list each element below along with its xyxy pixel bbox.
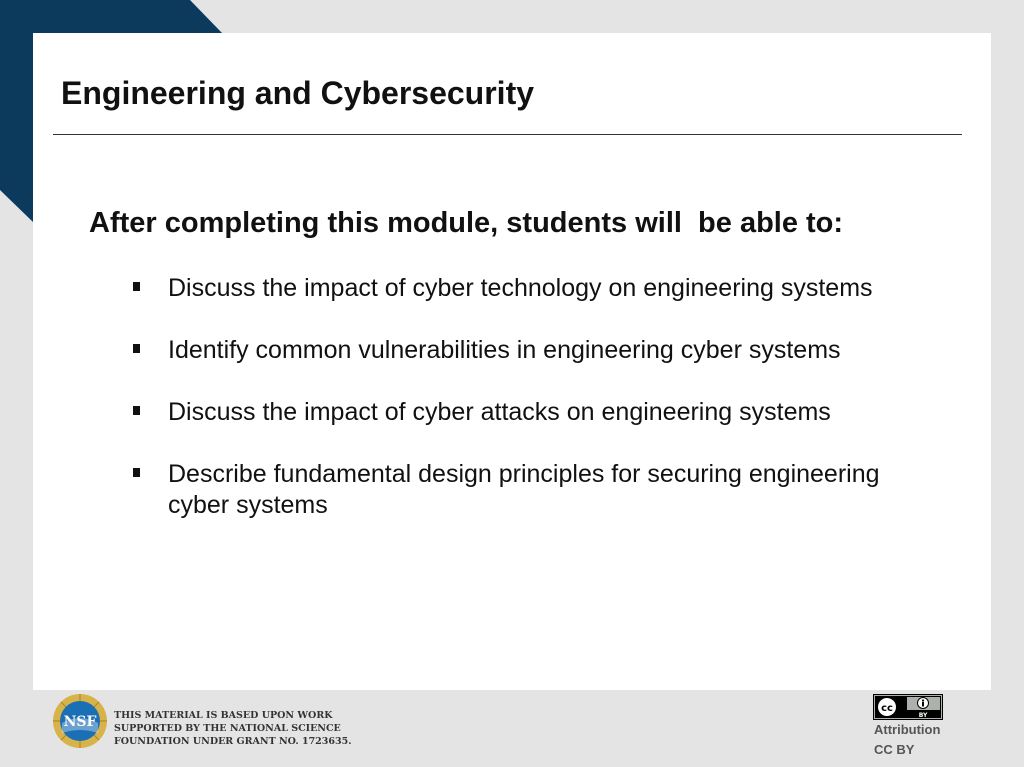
- objective-item: [133, 397, 933, 428]
- objectives-list: [133, 273, 933, 552]
- license-short-name: CC BY: [874, 742, 915, 757]
- nsf-notice-line: THIS MATERIAL IS BASED UPON WORK: [114, 710, 333, 721]
- nsf-logo-icon: [52, 693, 108, 749]
- square-bullet-icon: [133, 406, 140, 415]
- objective-item: [133, 459, 933, 521]
- cc-by-license-badge-icon: [873, 694, 943, 720]
- nsf-grant-notice: [114, 709, 354, 748]
- nsf-notice-line: FOUNDATION UNDER GRANT NO. 1723635.: [114, 736, 352, 747]
- nsf-logo-text: NSF: [63, 714, 97, 730]
- slide-panel: [33, 33, 991, 690]
- cc-badge-text: cc: [881, 703, 893, 714]
- footer: [0, 690, 1024, 767]
- objective-text: Identify common vulnerabilities in engineering cyber systems: [168, 336, 841, 364]
- objective-item: [133, 273, 933, 304]
- objective-item: [133, 335, 933, 366]
- nsf-notice-line: SUPPORTED BY THE NATIONAL SCIENCE: [114, 723, 341, 734]
- objectives-lead: After completing this module, students will be able to:: [89, 207, 844, 239]
- objective-text: Discuss the impact of cyber technology on engineering systems: [168, 274, 873, 302]
- square-bullet-icon: [133, 282, 140, 291]
- title-divider: [53, 134, 962, 135]
- by-badge-text: BY: [918, 712, 928, 719]
- license-attribution-label: Attribution: [874, 722, 941, 737]
- square-bullet-icon: [133, 468, 140, 477]
- objective-text: Describe fundamental design principles for securing engineering cyber systems: [168, 460, 880, 519]
- objective-text: Discuss the impact of cyber attacks on engineering systems: [168, 398, 831, 426]
- license-attribution: [874, 720, 940, 760]
- square-bullet-icon: [133, 344, 140, 353]
- slide-title: Engineering and Cybersecurity: [61, 75, 535, 111]
